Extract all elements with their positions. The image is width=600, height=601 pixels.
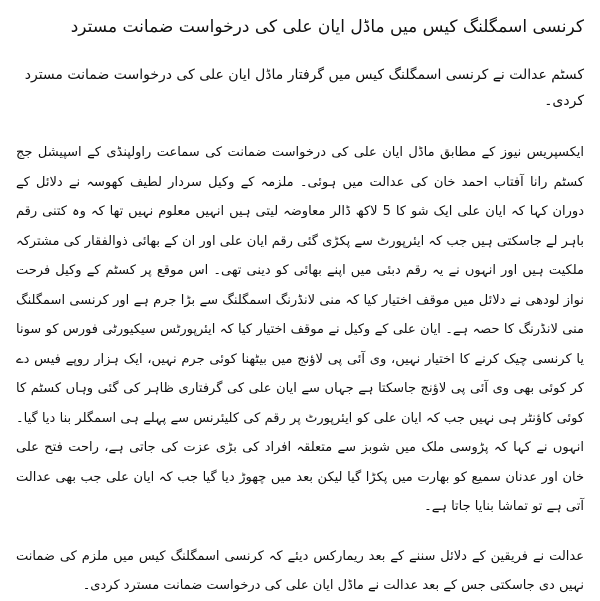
article-body-paragraph: ایکسپریس نیوز کے مطابق ماڈل ایان علی کی درخواست ضمانت کی سماعت راولپنڈی کے اسپیشل جج کسٹم رانا آفتاب احمد خان کی عدالت میں ہوئی۔ ملزمہ کے وکیل سردار لطیف کھوسہ نے دلائل کے دوران کہا کہ ایان علی ایک شو کا 5 لاکھ ڈالر معاوضہ لیتی ہیں انہیں معلوم نہیں تھا کہ وہ کتنی رقم باہر لے جاسکتی ہیں جب کہ ایئرپورٹ سے پکڑی گئی رقم ایان علی اور ان کے بھائی ذوالفقار کی مشترکہ ملکیت ہیں اور انہوں نے یہ رقم دبئی میں اپنے بھائی کو دینی تھی۔ اس موقع پر کسٹم کے وکیل فرحت نواز لودھی نے دلائل میں موقف اختیار کیا کہ منی لانڈرنگ اسمگلنگ سے بڑا جرم ہے اور کرنسی اسمگلنگ منی لانڈرنگ کا حصہ ہے۔ ایان علی کے وکیل نے موقف اختیار کیا کہ ایئرپورٹس سیکیورٹی فورس کو سونا یا کرنسی چیک کرنے کا اختیار نہیں، وی آئی پی لاؤنج میں بیٹھنا کوئی جرم نہیں، ایک ہزار روپے فیس دے کر کوئی بھی وی آئی پی لاؤنج جاسکتا ہے جہاں سے ایان علی کی گرفتاری ظاہر کی گئی وہاں کسٹم کا کوئی کاؤنٹر ہی نہیں جب کہ ایان علی کو ایئرپورٹ پر رقم کی کلیئرنس سے پہلے ہی اسمگلر بنا دیا گیا۔ انہوں نے کہا کہ پڑوسی ملک میں شوبز سے متعلقہ افراد کی بڑی عزت کی جاتی ہے، راحت فتح علی خان اور عدنان سمیع کو بھارت میں پکڑا گیا لیکن بعد میں چھوڑ دیا گیا جب کہ ایان علی جب بھی عدالت آتی ہے تو تماشا بنایا جاتا ہے۔ <box>16 145 584 514</box>
article-lede: کسٹم عدالت نے کرنسی اسمگلنگ کیس میں گرفتار ماڈل ایان علی کی درخواست ضمانت مسترد کردی۔ <box>24 67 584 109</box>
article-closing-paragraph: عدالت نے فریقین کے دلائل سننے کے بعد ریمارکس دیئے کہ کرنسی اسمگلنگ کیس میں ملزم کی ضمانت نہیں دی جاسکتی جس کے بعد عدالت نے ماڈل ایان علی کی درخواست ضمانت مسترد کردی۔ <box>16 548 584 593</box>
article-headline: کرنسی اسمگلنگ کیس میں ماڈل ایان علی کی درخواست ضمانت مسترد <box>70 17 584 37</box>
